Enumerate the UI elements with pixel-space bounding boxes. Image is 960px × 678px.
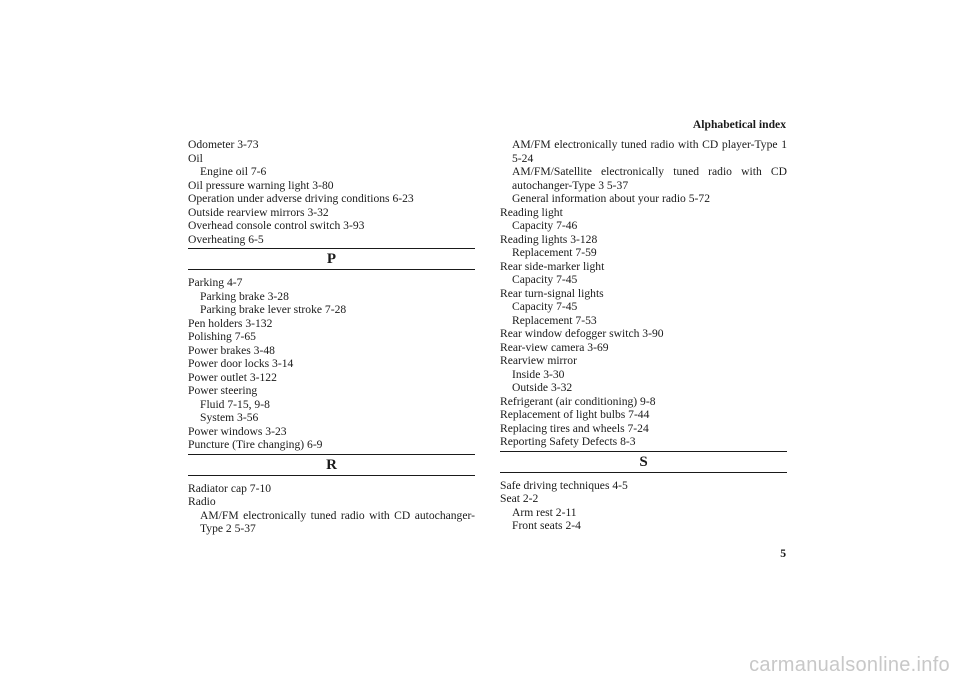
index-subentry: Arm rest 2-11 [512, 505, 577, 519]
watermark-text: carmanualsonline.info [749, 653, 950, 676]
index-entry: Rearview mirror [500, 354, 577, 367]
index-entry: Odometer 3-73 [188, 138, 259, 151]
index-entry: Radiator cap 7-10 [188, 481, 272, 495]
index-entry: Seat 2-2 [500, 492, 539, 505]
index-subentry: Parking brake 3-28 [200, 289, 289, 303]
index-entry: Reading lights 3-128 [500, 232, 598, 246]
page-header-title: Alphabetical index [692, 118, 786, 131]
index-entry: Power door locks 3-14 [188, 357, 294, 370]
index-entry: Oil pressure warning light 3-80 [188, 178, 334, 192]
index-entry: Power brakes 3-48 [188, 343, 275, 357]
index-subentry: System 3-56 [200, 411, 259, 424]
index-subentry: Replacement 7-59 [512, 246, 597, 259]
index-subentry: Capacity 7-45 [512, 300, 578, 313]
index-entry: Reading light [500, 205, 563, 219]
index-entry: Power windows 3-23 [188, 424, 287, 438]
index-entry: Reporting Safety Defects 8-3 [500, 435, 636, 448]
index-subentry: Inside 3-30 [512, 367, 565, 381]
page-number: 5 [780, 547, 786, 560]
index-entry: Parking 4-7 [188, 276, 243, 289]
index-entry: Rear window defogger switch 3-90 [500, 327, 664, 340]
index-subentry: AM/FM electronically tuned radio with CD autochanger-Type 2 5-37 [200, 508, 475, 535]
index-entry: Rear side-marker light [500, 259, 605, 273]
index-subentry: Parking brake lever stroke 7-28 [200, 303, 347, 316]
entries-r [188, 482, 475, 536]
index-subentry: Capacity 7-45 [512, 273, 578, 286]
index-subentry: Fluid 7-15, 9-8 [200, 397, 270, 411]
index-entry: Overhead console control switch 3-93 [188, 219, 365, 232]
index-subentry: Engine oil 7-6 [200, 165, 267, 178]
index-entry: Refrigerant (air conditioning) 9-8 [500, 394, 656, 408]
index-entry: Pen holders 3-132 [188, 316, 273, 330]
section-heading-p: P [188, 248, 475, 270]
index-entry: Radio [188, 495, 216, 508]
index-entry: Power steering [188, 384, 258, 397]
section-heading-s: S [500, 451, 787, 473]
index-column-left [188, 138, 475, 536]
index-entry: Power outlet 3-122 [188, 370, 277, 384]
index-entry: Safe driving techniques 4-5 [500, 478, 628, 492]
index-subentry: AM/FM electronically tuned radio with CD player-Type 1 5-24 [512, 138, 787, 165]
index-entry: Replacement of light bulbs 7-44 [500, 408, 650, 421]
index-entry: Puncture (Tire changing) 6-9 [188, 438, 323, 451]
entries-o [188, 138, 475, 246]
index-subentry: Replacement 7-53 [512, 313, 597, 327]
index-entry: Rear-view camera 3-69 [500, 340, 609, 354]
entries-p [188, 276, 475, 452]
index-subentry: General information about your radio 5-72 [512, 192, 710, 205]
entries-r-continued [500, 138, 787, 449]
section-heading-r: R [188, 454, 475, 476]
index-entry: Outside rearview mirrors 3-32 [188, 205, 329, 219]
index-subentry: Front seats 2-4 [512, 519, 581, 532]
index-subentry: AM/FM/Satellite electronically tuned radio with CD autochanger-Type 3 5-37 [512, 165, 787, 192]
index-subentry: Capacity 7-46 [512, 219, 578, 232]
index-subentry: Outside 3-32 [512, 381, 573, 394]
index-entry: Overheating 6-5 [188, 232, 264, 246]
index-column-right [500, 138, 787, 533]
index-entry: Replacing tires and wheels 7-24 [500, 421, 649, 435]
index-entry: Polishing 7-65 [188, 330, 256, 343]
entries-s [500, 479, 787, 533]
index-entry: Rear turn-signal lights [500, 286, 604, 300]
index-entry: Oil [188, 151, 203, 165]
index-entry: Operation under adverse driving conditions 6-23 [188, 192, 414, 205]
